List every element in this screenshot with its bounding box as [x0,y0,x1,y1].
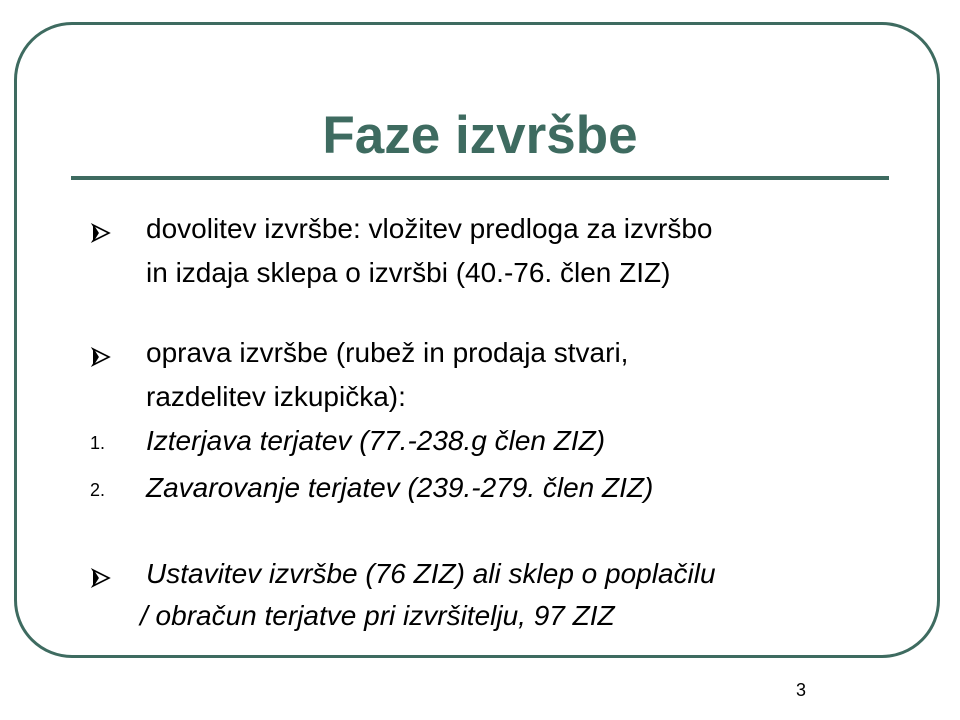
arrowhead-bullet-icon [90,567,112,589]
bullet-3-line-1: Ustavitev izvršbe (76 ZIZ) ali sklep o poplačilu [146,558,716,589]
arrowhead-bullet-icon [90,222,112,244]
numbered-item-1-number: 1. [90,433,106,453]
bullet-1-line-1: dovolitev izvršbe: vložitev predloga za izvršbo [146,213,713,244]
arrowhead-bullet-icon [90,346,112,368]
bullet-2-line-1: oprava izvršbe (rubež in prodaja stvari, [146,337,629,368]
numbered-item-1-text: Izterjava terjatev (77.-238.g člen ZIZ) [146,425,606,456]
page-number: 3 [796,680,807,700]
title-underline [71,176,889,180]
numbered-item-2-text: Zavarovanje terjatev (239.-279. člen ZIZ) [146,472,654,503]
bullet-1-line-2: in izdaja sklepa o izvršbi (40.-76. člen ZIZ) [146,257,671,288]
numbered-item-2-number: 2. [90,480,106,500]
bullet-2-line-2: razdelitev izkupička): [146,381,406,412]
slide-title: Faze izvršbe [322,106,638,165]
bullet-3-line-2: / obračun terjatve pri izvršitelju, 97 ZIZ [140,600,615,631]
